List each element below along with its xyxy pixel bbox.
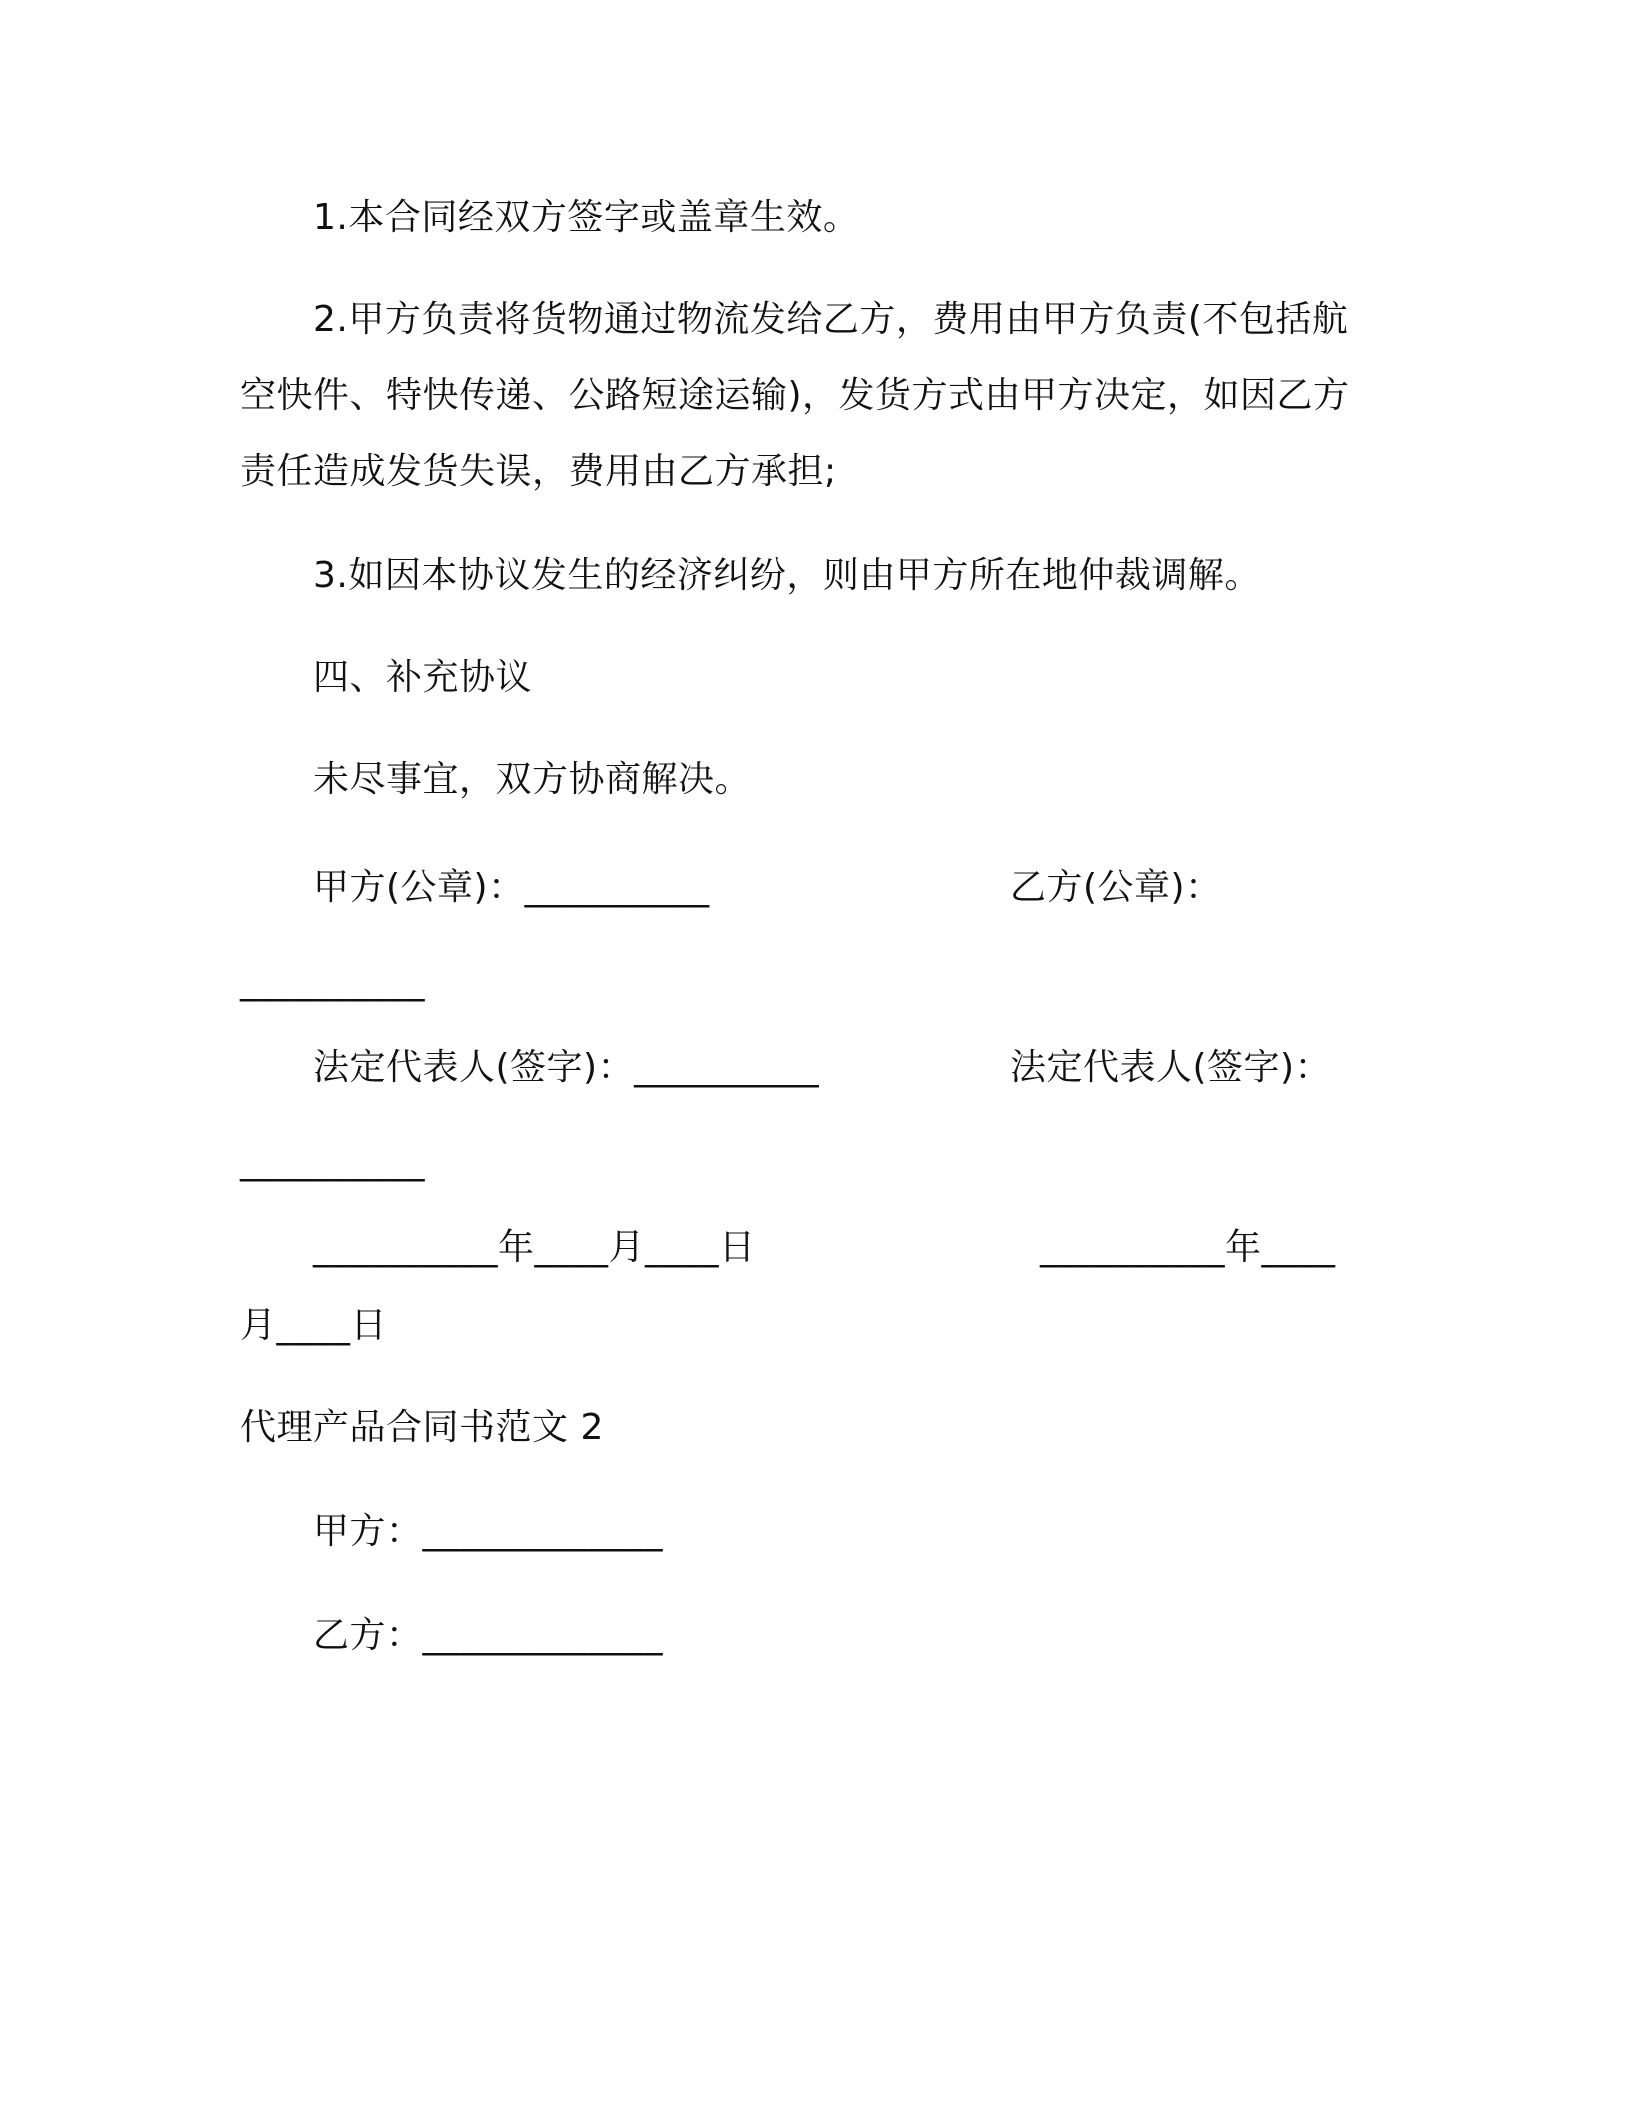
party-b-date-continued: 月____日 [240, 1305, 388, 1346]
party-b-representative-blank: __________ [240, 1141, 425, 1182]
section-4-heading: 四、补充协议 [313, 657, 533, 698]
party-a-seal: 甲方(公章)：__________ [313, 867, 710, 908]
clause-1: 1.本合同经双方签字或盖章生效。 [313, 197, 860, 238]
party-b-date: __________年____ [1040, 1227, 1336, 1268]
clause-3: 3.如因本协议发生的经济纠纷，则由甲方所在地仲裁调解。 [313, 555, 1261, 596]
party-b-representative: 法定代表人(签字)： [1010, 1047, 1332, 1088]
party-b-seal: 乙方(公章)： [1010, 867, 1222, 908]
template-2-party-a: 甲方：_____________ [313, 1511, 664, 1552]
clause-2-line-2: 空快件、特快传递、公路短途运输)，发货方式由甲方决定，如因乙方 [240, 375, 1350, 416]
party-a-date: __________年____月____日 [313, 1227, 756, 1268]
template-2-title: 代理产品合同书范文 2 [240, 1407, 604, 1448]
party-b-seal-blank: __________ [240, 961, 425, 1002]
party-a-representative: 法定代表人(签字)：__________ [313, 1047, 820, 1088]
section-4-body: 未尽事宜，双方协商解决。 [313, 759, 752, 800]
clause-2-line-3: 责任造成发货失误，费用由乙方承担; [240, 451, 837, 492]
template-2-party-b: 乙方：_____________ [313, 1615, 664, 1656]
clause-2-line-1: 2.甲方负责将货物通过物流发给乙方，费用由甲方负责(不包括航 [313, 299, 1349, 340]
